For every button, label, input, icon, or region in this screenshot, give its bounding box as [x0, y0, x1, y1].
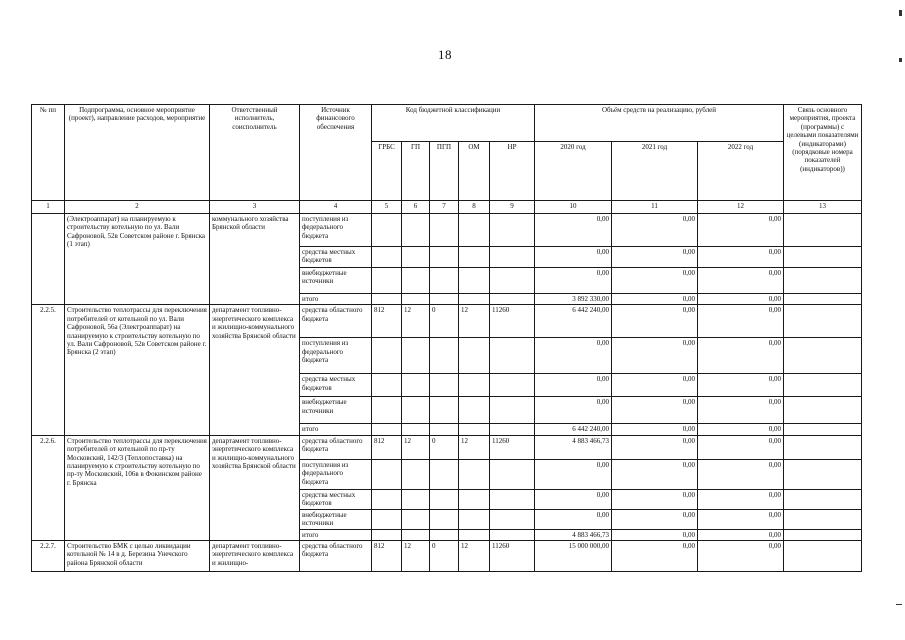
code-nr [490, 214, 535, 247]
item-responsible: департамент топливно-энергетического комплекса и жилищно- [210, 541, 300, 572]
column-index-2: 2 [65, 201, 210, 214]
amount-2021: 0,00 [612, 294, 698, 305]
header-year-2022: 2022 год [698, 142, 784, 201]
item-number: 2.2.5. [32, 305, 65, 435]
column-index-1: 1 [32, 201, 65, 214]
amount-2020: 0,00 [535, 268, 612, 294]
header-source: Источник финансового обеспечения [300, 105, 372, 201]
indicator-link [784, 424, 862, 435]
indicator-link [784, 294, 862, 305]
code-grbs [372, 294, 402, 305]
item-description: (Электроаппарат) на планируемую к строительству котельную по ул. Вали Сафроновой, 52в Советском районе г. Брянска (1 этап) [65, 214, 210, 305]
amount-2021: 0,00 [612, 459, 698, 489]
code-pgp [430, 268, 459, 294]
table-row [32, 541, 862, 572]
header-code-pgp: ПГП [430, 142, 459, 201]
code-pgp [430, 424, 459, 435]
amount-2020: 0,00 [535, 489, 612, 509]
code-pgp [430, 374, 459, 397]
code-gp [402, 397, 430, 424]
code-gp [402, 294, 430, 305]
code-nr [490, 247, 535, 268]
column-index-7: 7 [430, 201, 459, 214]
column-index-11: 11 [612, 201, 698, 214]
item-number: 2.2.7. [32, 541, 65, 572]
code-pgp: 0 [430, 435, 459, 459]
code-grbs [372, 489, 402, 509]
code-nr [490, 424, 535, 435]
funding-source: средства областного бюджета [300, 435, 372, 459]
budget-table [31, 104, 862, 572]
code-grbs [372, 397, 402, 424]
code-nr [490, 397, 535, 424]
code-nr: 11260 [490, 305, 535, 338]
amount-2021: 0,00 [612, 489, 698, 509]
amount-2022: 0,00 [698, 459, 784, 489]
code-nr [490, 294, 535, 305]
code-om: 12 [459, 305, 490, 338]
header-code-om: ОМ [459, 142, 490, 201]
code-nr [490, 489, 535, 509]
indicator-link [784, 529, 862, 540]
code-om: 12 [459, 541, 490, 572]
scan-mark [899, 10, 902, 16]
code-grbs [372, 338, 402, 374]
amount-2022: 0,00 [698, 374, 784, 397]
indicator-link [784, 509, 862, 529]
code-gp [402, 214, 430, 247]
item-description: Строительство теплотрассы для переключения потребителей от котельной по пр-ту Московский, 142/3 (Теплопоставка) на планируемую к строительству котельную по пр-ту Московский, 106в в Фокинском районе г. Брянска [65, 435, 210, 540]
amount-2022: 0,00 [698, 489, 784, 509]
code-pgp [430, 529, 459, 540]
code-grbs [372, 509, 402, 529]
indicator-link [784, 214, 862, 247]
column-index-12: 12 [698, 201, 784, 214]
header-volume: Объём средств на реализацию, рублей [535, 105, 784, 142]
header-num: № пп [32, 105, 65, 201]
column-index-6: 6 [402, 201, 430, 214]
amount-2021: 0,00 [612, 424, 698, 435]
amount-2022: 0,00 [698, 268, 784, 294]
table-row [32, 214, 862, 247]
column-index-3: 3 [210, 201, 300, 214]
column-index-9: 9 [490, 201, 535, 214]
amount-2022: 0,00 [698, 509, 784, 529]
code-gp [402, 489, 430, 509]
code-om [459, 338, 490, 374]
code-gp [402, 247, 430, 268]
code-om [459, 247, 490, 268]
amount-2020: 4 883 466,73 [535, 435, 612, 459]
page-number: 18 [438, 47, 452, 62]
code-grbs [372, 459, 402, 489]
header-responsible: Ответственный исполнитель, соисполнитель [210, 105, 300, 201]
item-responsible: департамент топливно-энергетического комплекса и жилищно-коммунального хозяйства Брянской области [210, 305, 300, 435]
code-gp: 12 [402, 435, 430, 459]
code-pgp [430, 489, 459, 509]
amount-2020: 6 442 240,00 [535, 424, 612, 435]
header-code-nr: НР [490, 142, 535, 201]
item-number [32, 214, 65, 305]
code-om [459, 529, 490, 540]
header-link: Связь основного мероприятия, проекта (программы) с целевыми показателями (индикаторами) (порядковые номера показателей (индикаторов)) [784, 105, 862, 201]
indicator-link [784, 489, 862, 509]
amount-2020: 15 000 000,00 [535, 541, 612, 572]
code-nr: 11260 [490, 435, 535, 459]
funding-source: итого [300, 529, 372, 540]
amount-2022: 0,00 [698, 247, 784, 268]
column-index-5: 5 [372, 201, 402, 214]
code-om [459, 459, 490, 489]
funding-source: средства местных бюджетов [300, 489, 372, 509]
code-om [459, 294, 490, 305]
amount-2020: 6 442 240,00 [535, 305, 612, 338]
code-om: 12 [459, 435, 490, 459]
indicator-link [784, 247, 862, 268]
code-gp [402, 268, 430, 294]
code-gp [402, 338, 430, 374]
code-pgp: 0 [430, 305, 459, 338]
amount-2021: 0,00 [612, 338, 698, 374]
indicator-link [784, 459, 862, 489]
funding-source: поступления из федерального бюджета [300, 459, 372, 489]
code-grbs [372, 268, 402, 294]
funding-source: средства областного бюджета [300, 305, 372, 338]
amount-2020: 0,00 [535, 397, 612, 424]
header-year-2020: 2020 год [535, 142, 612, 201]
code-pgp [430, 214, 459, 247]
code-grbs [372, 214, 402, 247]
code-grbs: 812 [372, 305, 402, 338]
code-grbs: 812 [372, 541, 402, 572]
code-om [459, 397, 490, 424]
code-nr [490, 459, 535, 489]
amount-2021: 0,00 [612, 435, 698, 459]
code-om [459, 424, 490, 435]
column-index-13: 13 [784, 201, 862, 214]
amount-2020: 0,00 [535, 459, 612, 489]
funding-source: средства областного бюджета [300, 541, 372, 572]
amount-2022: 0,00 [698, 338, 784, 374]
item-responsible: департамент топливно-энергетического комплекса и жилищно-коммунального хозяйства Брянской области [210, 435, 300, 540]
header-subprogram: Подпрограмма, основное мероприятие (проект), направление расходов, мероприятие [65, 105, 210, 201]
column-index-10: 10 [535, 201, 612, 214]
code-gp: 12 [402, 541, 430, 572]
code-pgp [430, 459, 459, 489]
code-nr [490, 374, 535, 397]
indicator-link [784, 338, 862, 374]
item-description: Строительство теплотрассы для переключения потребителей от котельной по ул. Вали Сафроновой, 56а (Электроаппарат) на планируемую к строительству котельную по ул. Вали Сафроновой, 52в Советском районе г. Брянска (2 этап) [65, 305, 210, 435]
header-code-gp: ГП [402, 142, 430, 201]
amount-2021: 0,00 [612, 397, 698, 424]
code-pgp [430, 247, 459, 268]
amount-2022: 0,00 [698, 529, 784, 540]
funding-source: внебюджетные источники [300, 268, 372, 294]
funding-source: внебюджетные источники [300, 509, 372, 529]
code-nr [490, 529, 535, 540]
code-pgp [430, 397, 459, 424]
indicator-link [784, 268, 862, 294]
code-pgp [430, 509, 459, 529]
item-number: 2.2.6. [32, 435, 65, 540]
code-nr [490, 509, 535, 529]
indicator-link [784, 397, 862, 424]
indicator-link [784, 541, 862, 572]
amount-2022: 0,00 [698, 541, 784, 572]
amount-2021: 0,00 [612, 305, 698, 338]
code-gp [402, 529, 430, 540]
amount-2020: 0,00 [535, 374, 612, 397]
code-pgp [430, 338, 459, 374]
amount-2020: 4 883 466,73 [535, 529, 612, 540]
header-budget-code: Код бюджетной классификации [372, 105, 535, 142]
code-om [459, 489, 490, 509]
code-grbs [372, 424, 402, 435]
amount-2022: 0,00 [698, 214, 784, 247]
funding-source: поступления из федерального бюджета [300, 214, 372, 247]
code-grbs: 812 [372, 435, 402, 459]
amount-2021: 0,00 [612, 374, 698, 397]
amount-2021: 0,00 [612, 268, 698, 294]
code-gp [402, 509, 430, 529]
header-code-grbs: ГРБС [372, 142, 402, 201]
code-grbs [372, 374, 402, 397]
indicator-link [784, 435, 862, 459]
amount-2021: 0,00 [612, 214, 698, 247]
code-nr [490, 268, 535, 294]
item-responsible: коммунального хозяйства Брянской области [210, 214, 300, 305]
amount-2020: 0,00 [535, 509, 612, 529]
indicator-link [784, 305, 862, 338]
funding-source: средства местных бюджетов [300, 374, 372, 397]
funding-source: средства местных бюджетов [300, 247, 372, 268]
amount-2021: 0,00 [612, 541, 698, 572]
funding-source: внебюджетные источники [300, 397, 372, 424]
item-description: Строительство БМК с целью ликвидации котельной № 14 в д. Березина Унечского района Брянской области [65, 541, 210, 572]
indicator-link [784, 374, 862, 397]
column-index-8: 8 [459, 201, 490, 214]
amount-2020: 0,00 [535, 214, 612, 247]
amount-2022: 0,00 [698, 397, 784, 424]
code-om [459, 509, 490, 529]
code-gp [402, 374, 430, 397]
code-gp [402, 424, 430, 435]
scan-mark [899, 58, 902, 62]
amount-2021: 0,00 [612, 529, 698, 540]
funding-source: итого [300, 424, 372, 435]
code-gp [402, 459, 430, 489]
code-nr [490, 338, 535, 374]
amount-2020: 3 892 330,00 [535, 294, 612, 305]
scan-mark [896, 604, 902, 605]
code-gp: 12 [402, 305, 430, 338]
code-grbs [372, 529, 402, 540]
amount-2020: 0,00 [535, 338, 612, 374]
code-pgp [430, 294, 459, 305]
amount-2022: 0,00 [698, 305, 784, 338]
table-row [32, 305, 862, 338]
table-row [32, 435, 862, 459]
funding-source: поступления из федерального бюджета [300, 338, 372, 374]
amount-2020: 0,00 [535, 247, 612, 268]
amount-2022: 0,00 [698, 294, 784, 305]
amount-2021: 0,00 [612, 247, 698, 268]
amount-2022: 0,00 [698, 435, 784, 459]
code-om [459, 268, 490, 294]
code-pgp: 0 [430, 541, 459, 572]
code-nr: 11260 [490, 541, 535, 572]
code-om [459, 214, 490, 247]
code-om [459, 374, 490, 397]
amount-2021: 0,00 [612, 509, 698, 529]
amount-2022: 0,00 [698, 424, 784, 435]
header-year-2021: 2021 год [612, 142, 698, 201]
code-grbs [372, 247, 402, 268]
funding-source: итого [300, 294, 372, 305]
column-index-4: 4 [300, 201, 372, 214]
